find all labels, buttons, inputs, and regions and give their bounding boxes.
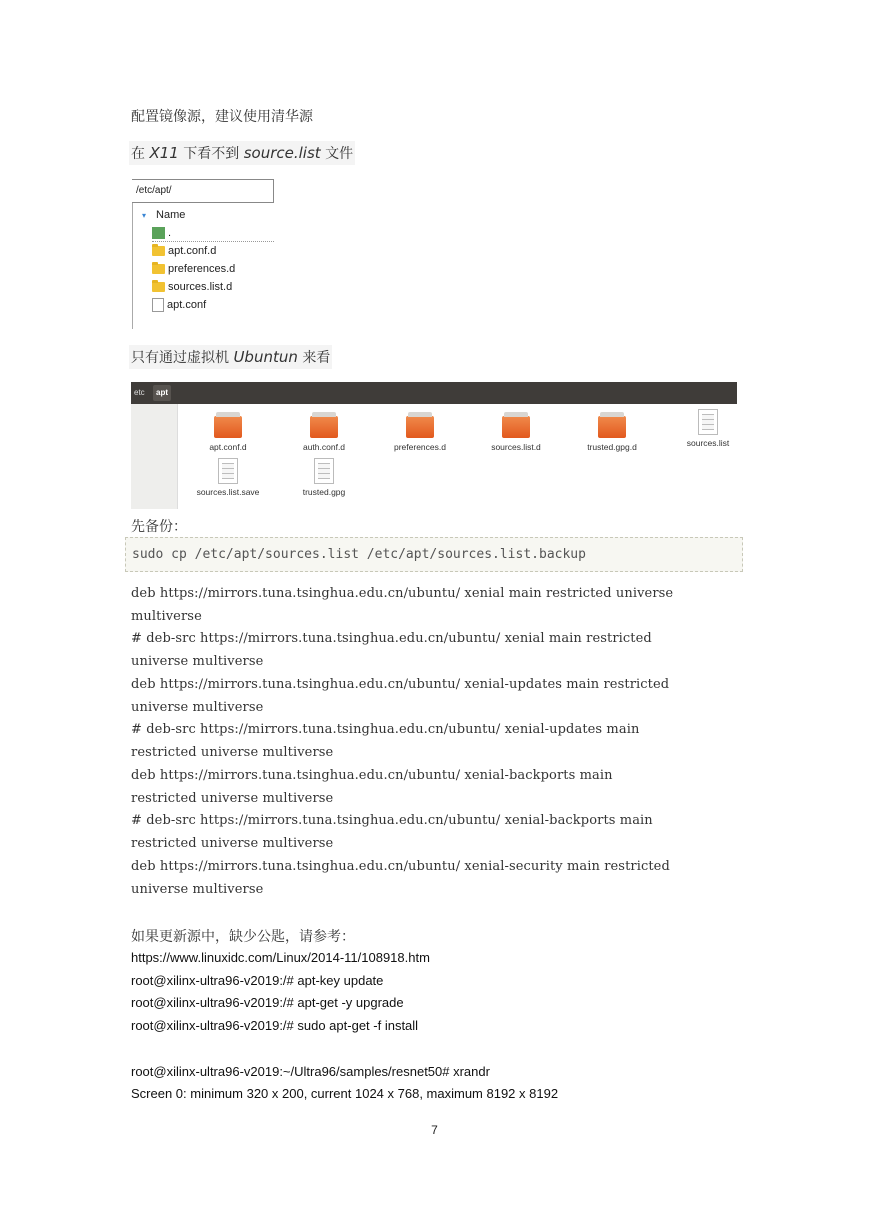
source-line-10: restricted universe multiverse	[131, 791, 334, 806]
command-apt-get-install: root@xilinx-ultra96-v2019:/# sudo apt-get -f install	[131, 1018, 419, 1033]
item-trusted-gpg-d[interactable]: trusted.gpg.d	[572, 416, 652, 452]
text-file-icon	[218, 458, 238, 484]
file-row-parent[interactable]: .	[152, 225, 274, 242]
folder-icon	[152, 246, 165, 256]
item-sources-list-d[interactable]: sources.list.d	[476, 416, 556, 452]
source-line-6: universe multiverse	[131, 700, 264, 715]
source-line-14: universe multiverse	[131, 882, 264, 897]
path-field[interactable]: /etc/apt/	[132, 179, 274, 203]
item-sources-list-save[interactable]: sources.list.save	[188, 458, 268, 497]
x11-text: X11	[149, 144, 179, 162]
heading-mirror-config: 配置镜像源，建议使用清华源	[131, 109, 313, 125]
item-sources-list[interactable]: sources.list	[668, 409, 748, 448]
backup-label: 先备份：	[131, 519, 187, 535]
source-line-3: # deb-src https://mirrors.tuna.tsinghua.edu.cn/ubuntu/ xenial main restricted	[131, 631, 652, 646]
source-line-2: multiverse	[131, 609, 202, 624]
page-number: 7	[431, 1123, 438, 1137]
file-row-apt-conf-d[interactable]: apt.conf.d	[152, 243, 216, 259]
name-column-header[interactable]: ▾ Name	[142, 209, 186, 221]
command-xrandr: root@xilinx-ultra96-v2019:~/Ultra96/samples/resnet50# xrandr	[131, 1064, 490, 1079]
source-line-1: deb https://mirrors.tuna.tsinghua.edu.cn/ubuntu/ xenial main restricted universe	[131, 586, 674, 601]
heading-ubuntu-note: 只有通过虚拟机 Ubuntun 来看	[129, 345, 332, 369]
command-apt-key-update: root@xilinx-ultra96-v2019:/# apt-key update	[131, 973, 384, 988]
pubkey-note: 如果更新源中，缺少公匙，请参考：	[131, 929, 355, 945]
breadcrumb-apt[interactable]: apt	[153, 385, 171, 401]
item-trusted-gpg[interactable]: trusted.gpg	[284, 458, 364, 497]
parent-folder-icon	[152, 227, 165, 239]
source-line-13: deb https://mirrors.tuna.tsinghua.edu.cn/ubuntu/ xenial-security main restricted	[131, 859, 670, 874]
ubuntu-file-manager	[131, 382, 737, 509]
x11-file-panel	[132, 179, 275, 329]
reference-link[interactable]: https://www.linuxidc.com/Linux/2014-11/108918.htm	[131, 950, 430, 965]
file-icon	[152, 298, 164, 312]
source-line-7: # deb-src https://mirrors.tuna.tsinghua.edu.cn/ubuntu/ xenial-updates main	[131, 722, 640, 737]
backup-command: sudo cp /etc/apt/sources.list /etc/apt/sources.list.backup	[132, 547, 586, 562]
source-line-12: restricted universe multiverse	[131, 836, 334, 851]
source-line-9: deb https://mirrors.tuna.tsinghua.edu.cn/ubuntu/ xenial-backports main	[131, 768, 613, 783]
source-line-5: deb https://mirrors.tuna.tsinghua.edu.cn/ubuntu/ xenial-updates main restricted	[131, 677, 670, 692]
xrandr-output: Screen 0: minimum 320 x 200, current 1024 x 768, maximum 8192 x 8192	[131, 1086, 559, 1101]
file-row-apt-conf[interactable]: apt.conf	[152, 297, 206, 313]
text-file-icon	[314, 458, 334, 484]
file-row-sources-list-d[interactable]: sources.list.d	[152, 279, 232, 295]
folder-icon	[502, 416, 530, 438]
breadcrumb-etc[interactable]: etc	[134, 388, 145, 397]
folder-icon	[598, 416, 626, 438]
folder-icon	[152, 264, 165, 274]
sort-arrow-icon: ▾	[142, 211, 147, 220]
source-line-11: # deb-src https://mirrors.tuna.tsinghua.edu.cn/ubuntu/ xenial-backports main	[131, 813, 653, 828]
folder-icon	[214, 416, 242, 438]
source-line-4: universe multiverse	[131, 654, 264, 669]
command-apt-get-upgrade: root@xilinx-ultra96-v2019:/# apt-get -y upgrade	[131, 995, 404, 1010]
heading-x11-note: 在 X11 下看不到 source.list 文件	[129, 141, 355, 165]
source-line-8: restricted universe multiverse	[131, 745, 334, 760]
item-preferences-d[interactable]: preferences.d	[380, 416, 460, 452]
text-file-icon	[698, 409, 718, 435]
item-auth-conf-d[interactable]: auth.conf.d	[284, 416, 364, 452]
ubuntun-text: Ubuntun	[233, 348, 298, 366]
folder-icon	[406, 416, 434, 438]
source-list-text: source.list	[243, 144, 321, 162]
path-bar	[131, 382, 737, 404]
folder-icon	[310, 416, 338, 438]
sidebar	[131, 404, 178, 509]
file-row-preferences-d[interactable]: preferences.d	[152, 261, 235, 277]
backup-code-block	[125, 537, 743, 572]
folder-icon	[152, 282, 165, 292]
item-apt-conf-d[interactable]: apt.conf.d	[188, 416, 268, 452]
